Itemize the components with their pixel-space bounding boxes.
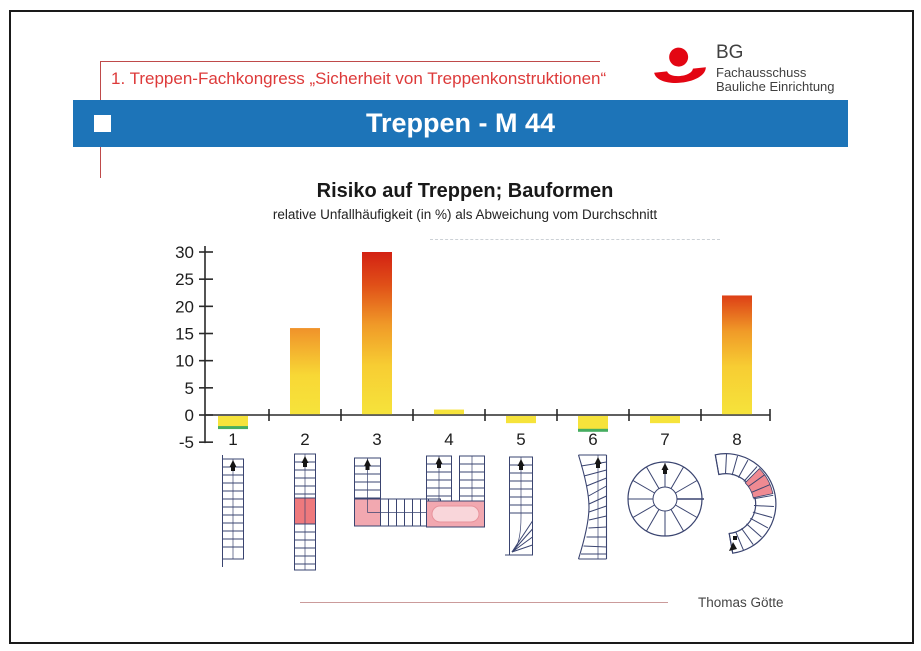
svg-text:-5: -5 <box>178 433 194 453</box>
author-name: Thomas Götte <box>698 595 784 610</box>
congress-title: 1. Treppen-Fachkongress „Sicherheit von Treppenkonstruktionen“ <box>111 69 607 88</box>
svg-text:7: 7 <box>660 430 670 449</box>
svg-text:0: 0 <box>184 406 194 425</box>
footer-rule <box>300 602 668 603</box>
chart-title: Risiko auf Treppen; Bauformen <box>316 180 614 202</box>
stair-diagram-4 <box>423 453 488 531</box>
svg-text:2: 2 <box>300 430 310 449</box>
svg-text:5: 5 <box>516 430 526 449</box>
stair-diagram-5 <box>505 455 537 561</box>
bg-logo-icon <box>650 44 710 92</box>
svg-text:6: 6 <box>588 430 598 449</box>
title-banner <box>73 100 848 147</box>
header-rule-horizontal <box>100 61 600 62</box>
svg-text:25: 25 <box>175 270 194 290</box>
risk-bar-chart <box>160 240 810 455</box>
svg-text:4: 4 <box>444 430 454 449</box>
chart-subtitle: relative Unfallhäufigkeit (in %) als Abweichung vom Durchschnitt <box>272 207 658 222</box>
stair-diagram-8 <box>700 452 780 557</box>
stair-diagram-7 <box>625 457 705 541</box>
stair-diagram-6 <box>576 453 610 561</box>
svg-text:3: 3 <box>372 430 382 449</box>
banner-title: Treppen - M 44 <box>365 108 556 138</box>
logo-line2: Bauliche Einrichtung <box>716 79 835 94</box>
stair-diagram-1 <box>218 455 248 567</box>
stair-diagram-2 <box>290 452 320 574</box>
svg-text:1: 1 <box>228 430 238 449</box>
svg-text:30: 30 <box>175 243 194 262</box>
svg-text:20: 20 <box>175 297 194 317</box>
logo-org-text: BG <box>716 42 744 63</box>
svg-text:8: 8 <box>732 430 742 449</box>
logo-line1: Fachausschuss <box>716 65 807 80</box>
svg-text:15: 15 <box>175 324 194 344</box>
svg-text:10: 10 <box>175 351 194 371</box>
svg-text:5: 5 <box>184 378 194 398</box>
